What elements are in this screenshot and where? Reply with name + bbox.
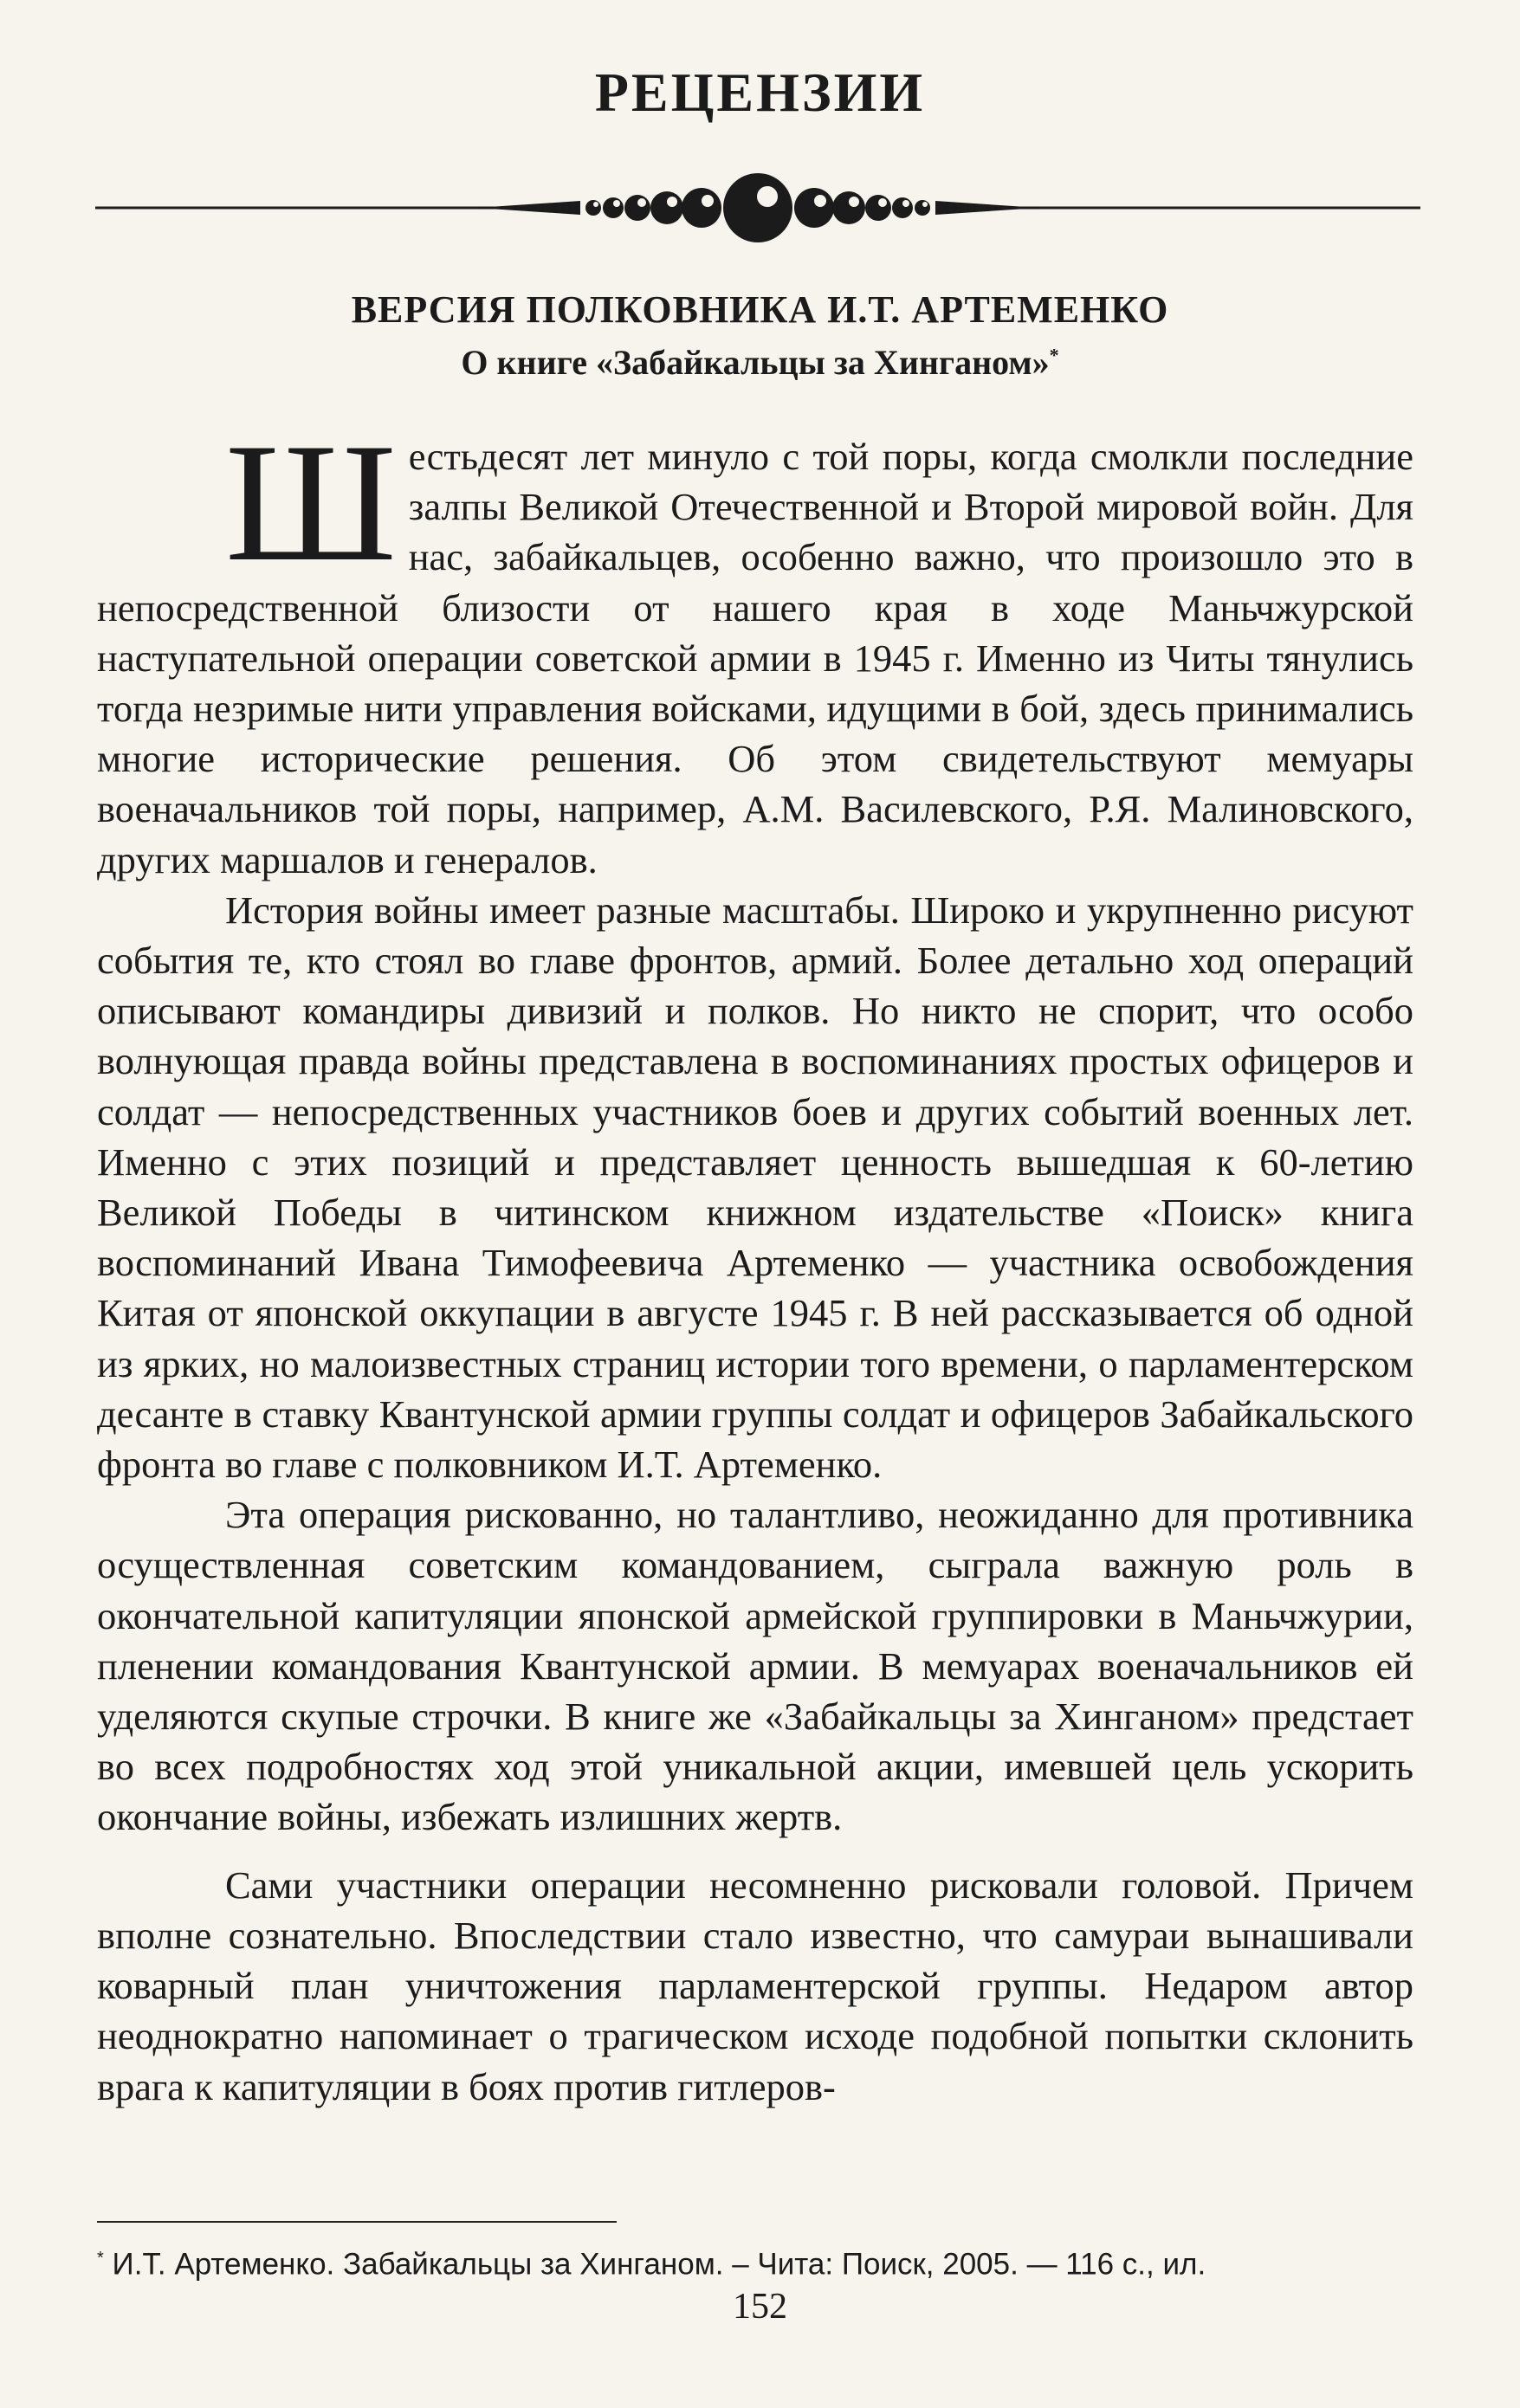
subtitle-text: О книге «Забайкальцы за Хинганом»: [461, 343, 1050, 382]
paragraph-3: Эта операция рискованно, но талантливо, неожиданно для противника осуществленная советским командованием, сыграла важную роль в окончательной капитуляции японской армейской группировки в Маньчжурии, пленении командования Квантунской армии. В мемуарах военачальников ей уделяются скупые строчки. В книге же «Забайкальцы за Хинганом» предстает во всех подробностях ход этой уникальной акции, имевшей цель ускорить окончание войны, избежать излишних жертв.: [97, 1493, 1413, 1839]
paragraph-1: [97, 409, 1413, 885]
article-body: [97, 409, 1413, 2112]
footnote-marker-bottom: *: [97, 2249, 104, 2268]
footnote-text: И.Т. Артеменко. Забайкальцы за Хинганом. – Чита: Поиск, 2005. — 116 с., ил.: [112, 2247, 1206, 2282]
footnote-marker: *: [1049, 344, 1059, 366]
section-title: РЕЦЕНЗИИ: [594, 61, 926, 123]
footnote-divider: [97, 2221, 617, 2223]
footnote: [97, 2239, 1413, 2284]
decorative-divider-icon: [95, 160, 1420, 255]
article-subtitle: [0, 342, 1520, 383]
paragraph-4: Сами участники операции несомненно рисковали головой. Причем вполне сознательно. Впоследствии стало известно, что самураи вынашивали коварный план уничтожения парламентерской группы. Недаром автор неоднократно напоминает о трагическом исходе подобной попытки склонить врага к капитуляции в боях против гитлеров-: [97, 1862, 1413, 2108]
page-number: 152: [733, 2287, 787, 2327]
drop-cap: Ш: [225, 409, 397, 597]
article-title: ВЕРСИЯ ПОЛКОВНИКА И.Т. АРТЕМЕНКО: [351, 288, 1169, 331]
paragraph-1-text: естьдесят лет минуло с той поры, когда смолкли последние залпы Великой Отечественной и Второй мировой войн. Для нас, забайкальцев, особенно важно, что произошло это в непосредственной близости от нашего края в ходе Маньчжурской наступательной операции советской армии в 1945 г. Именно из Читы тянулись тогда незримые нити управления войсками, идущими в бой, здесь принимались многие исторические решения. Об этом свидетельствуют мемуары военачальников той поры, например, А.М. Василевского, Р.Я. Малиновского, других маршалов и генералов.: [97, 435, 1413, 881]
paragraph-2: История войны имеет разные масштабы. Широко и укрупненно рисуют события те, кто стоял во главе фронтов, армий. Более детально ход операций описывают командиры дивизий и полков. Но никто не спорит, что особо волнующая правда войны представлена в воспоминаниях простых офицеров и солдат — непосредственных участников боев и других событий военных лет. Именно с этих позиций и представляет ценность вышедшая к 60-летию Великой Победы в читинском книжном издательстве «Поиск» книга воспоминаний Ивана Тимофеевича Артеменко — участника освобождения Китая от японской оккупации в августе 1945 г. В ней рассказывается об одной из ярких, но малоизвестных страниц истории того времени, о парламентерском десанте в ставку Квантунской армии группы солдат и офицеров Забайкальского фронта во главе с полковником И.Т. Артеменко.: [97, 888, 1413, 1487]
